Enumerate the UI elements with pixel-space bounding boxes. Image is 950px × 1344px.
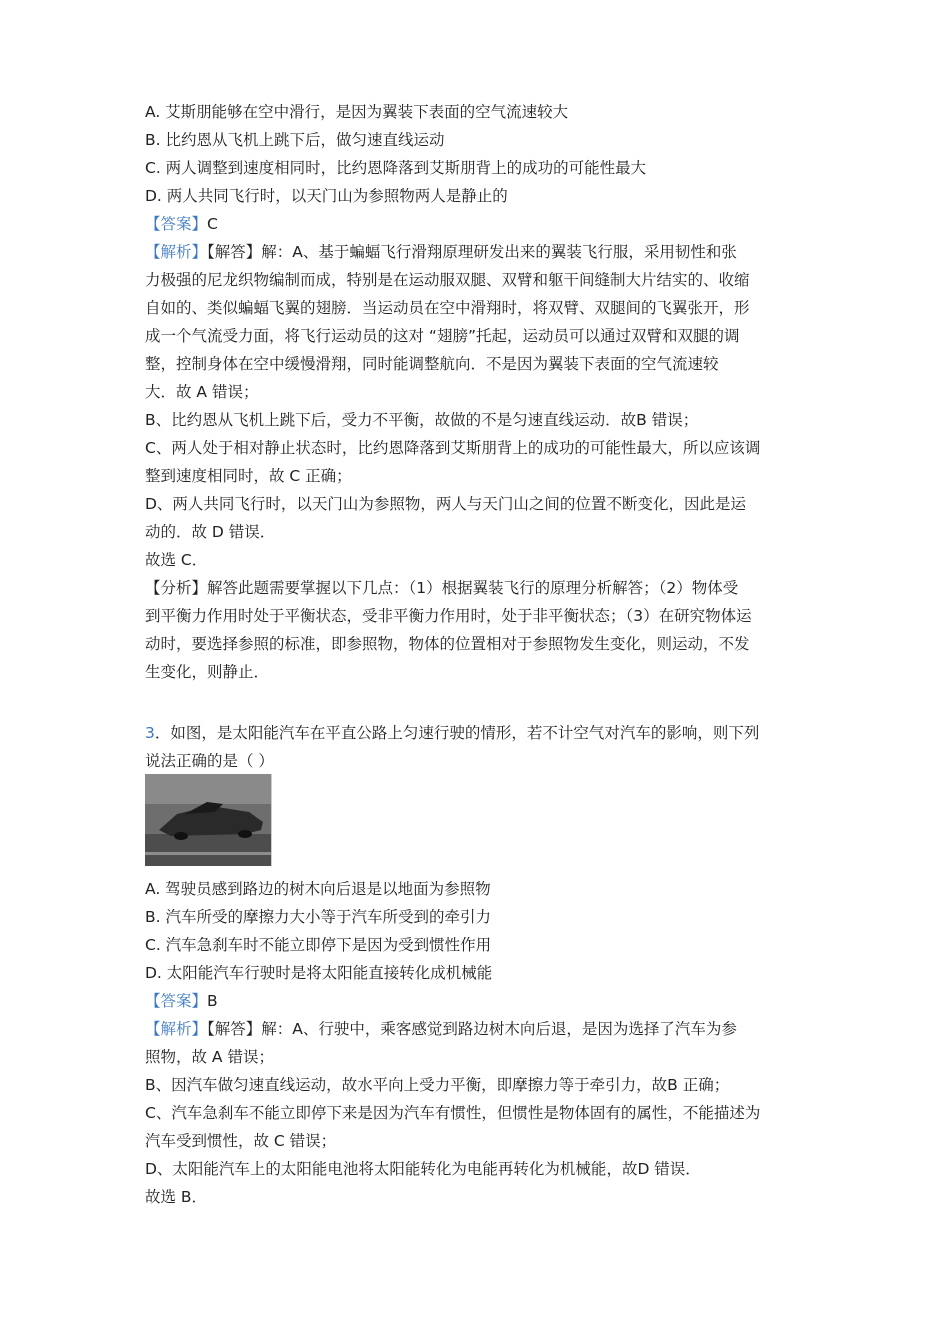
q3-analysis-line: 故选 B． xyxy=(145,1188,208,1206)
q3-option-a: A. 驾驶员感到路边的树木向后退是以地面为参照物 xyxy=(145,880,491,898)
q2-analysis-line: 整到速度相同时，故 C 正确； xyxy=(145,467,352,485)
q2-analysis-line: B、比约恩从飞机上跳下后，受力不平衡，故做的不是匀速直线运动．故B 错误； xyxy=(145,411,699,429)
answer-value: C xyxy=(207,215,218,233)
q3-analysis-line: B、因汽车做匀速直线运动，故水平向上受力平衡，即摩擦力等于牵引力，故B 正确； xyxy=(145,1076,730,1094)
q3-option-d: D. 太阳能汽车行驶时是将太阳能直接转化成机械能 xyxy=(145,964,493,982)
analysis-tag: 【解析】 xyxy=(145,1020,208,1038)
q2-analysis-line: 动的．故 D 错误． xyxy=(145,523,276,541)
analysis-text: 【解答】解：A、行驶中，乘客感觉到路边树木向后退，是因为选择了汽车为参 xyxy=(207,1020,737,1038)
q2-analysis-line: 大．故 A 错误； xyxy=(145,383,259,401)
q2-answer xyxy=(145,214,218,234)
q2-analysis-line: 故选 C． xyxy=(145,551,208,569)
analysis-text: 【解答】解：A、基于蝙蝠飞行滑翔原理研发出来的翼装飞行服，采用韧性和张 xyxy=(207,243,737,261)
q2-option-c: C. 两人调整到速度相同时，比约恩降落到艾斯朋背上的成功的可能性最大 xyxy=(145,159,647,177)
q2-analysis-line: 整，控制身体在空中缓慢滑翔，同时能调整航向．不是因为翼装下表面的空气流速较 xyxy=(145,355,719,373)
question-number: 3 xyxy=(145,724,155,742)
solar-car-image xyxy=(145,774,271,866)
q2-analysis-line: C、两人处于相对静止状态时，比约恩降落到艾斯朋背上的成功的可能性最大，所以应该调 xyxy=(145,439,761,457)
q2-analysis-line: D、两人共同飞行时，以天门山为参照物，两人与天门山之间的位置不断变化，因此是运 xyxy=(145,495,746,513)
q2-option-d: D. 两人共同飞行时，以天门山为参照物两人是静止的 xyxy=(145,187,508,205)
answer-tag: 【答案】 xyxy=(145,215,208,233)
q3-answer xyxy=(145,991,218,1011)
q3-stem-line: 说法正确的是（ ） xyxy=(145,752,274,770)
q3-option-c: C. 汽车急刹车时不能立即停下是因为受到惯性作用 xyxy=(145,936,492,954)
q2-analysis-line: 力极强的尼龙织物编制而成，特别是在运动服双腿、双臂和躯干间缝制大片结实的、收缩 xyxy=(145,271,750,289)
q3-analysis-line: 照物，故 A 错误； xyxy=(145,1048,274,1066)
answer-tag: 【答案】 xyxy=(145,992,208,1010)
q3-analysis-line: 汽车受到惯性，故 C 错误； xyxy=(145,1132,337,1150)
q2-analysis-line: 成一个气流受力面，将飞行运动员的这对 “翅膀”托起，运动员可以通过双臂和双腿的调 xyxy=(145,327,740,345)
q2-fenxi-line: 【分析】解答此题需要掌握以下几点：（1）根据翼装飞行的原理分析解答；（2）物体受 xyxy=(145,579,739,597)
q3-analysis-line: C、汽车急刹车不能立即停下来是因为汽车有惯性，但惯性是物体固有的属性，不能描述为 xyxy=(145,1104,761,1122)
analysis-tag: 【解析】 xyxy=(145,243,208,261)
q3-analysis-line xyxy=(145,1019,737,1039)
q2-fenxi-line: 动时，要选择参照的标准，即参照物，物体的位置相对于参照物发生变化，则运动，不发 xyxy=(145,635,750,653)
q2-fenxi-line: 到平衡力作用时处于平衡状态，受非平衡力作用时，处于非平衡状态；（3）在研究物体运 xyxy=(145,607,752,625)
q2-analysis-line xyxy=(145,242,737,262)
q2-analysis-line: 自如的、类似蝙蝠飞翼的翅膀．当运动员在空中滑翔时，将双臂、双腿间的飞翼张开，形 xyxy=(145,299,750,317)
q2-fenxi-line: 生变化，则静止． xyxy=(145,663,270,681)
q2-option-a: A. 艾斯朋能够在空中滑行，是因为翼装下表面的空气流速较大 xyxy=(145,103,569,121)
q3-option-b: B. 汽车所受的摩擦力大小等于汽车所受到的牵引力 xyxy=(145,908,491,926)
q3-analysis-line: D、太阳能汽车上的太阳能电池将太阳能转化为电能再转化为机械能，故D 错误． xyxy=(145,1160,701,1178)
q3-stem-text: ．如图，是太阳能汽车在平直公路上匀速行驶的情形，若不计空气对汽车的影响，则下列 xyxy=(154,724,760,742)
answer-value: B xyxy=(207,992,218,1010)
solar-car-photo xyxy=(145,774,272,866)
q3-stem xyxy=(145,723,759,743)
q2-option-b: B. 比约恩从飞机上跳下后，做匀速直线运动 xyxy=(145,131,445,149)
